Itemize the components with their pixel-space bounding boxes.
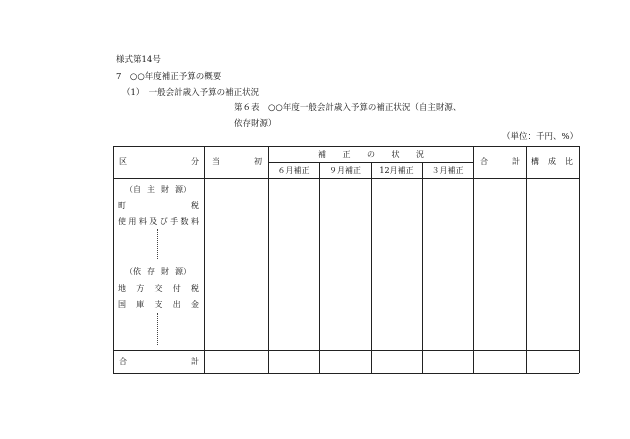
row-usage-fees: 使 用 料 及 び 手 数 料 — [118, 217, 199, 226]
row-national-treasury: 国 庫 支 出 金 — [118, 300, 199, 309]
form-number: 様式第14号 — [116, 55, 161, 65]
row-town-tax: 町 税 — [118, 201, 199, 210]
continuation-dots-dependent — [157, 313, 158, 345]
header-december: 12月補正 — [379, 166, 414, 175]
header-kouseihi: 構 成 比 — [531, 157, 573, 166]
continuation-dots-own — [157, 229, 158, 259]
subsection-heading: （1） 一般会計歳入予算の補正状況 — [122, 88, 260, 98]
unit-note: （単位：千円、%） — [502, 132, 579, 142]
row-own-revenue-header: （自 主 財 源） — [125, 185, 191, 194]
section-heading: 7 ○○年度補正予算の概要 — [116, 72, 222, 82]
header-september: ９月補正 — [329, 166, 361, 175]
header-hosei-status: 補 正 の 状 況 — [318, 150, 424, 159]
row-total: 合 計 — [119, 357, 199, 366]
header-toushoku: 当 初 — [212, 157, 262, 166]
header-march: ３月補正 — [431, 166, 464, 175]
header-kubun: 区 分 — [119, 157, 199, 166]
row-local-allocation-tax: 地 方 交 付 税 — [118, 284, 199, 293]
header-june: ６月補正 — [277, 166, 310, 175]
header-goukei: 合 計 — [480, 157, 520, 166]
table-title-line2: 依存財源） — [234, 119, 277, 129]
table-title-line1: 第６表 ○○年度一般会計歳入予算の補正状況（自主財源、 — [234, 103, 462, 113]
row-dependent-revenue-header: （依 存 財 源） — [125, 267, 191, 276]
